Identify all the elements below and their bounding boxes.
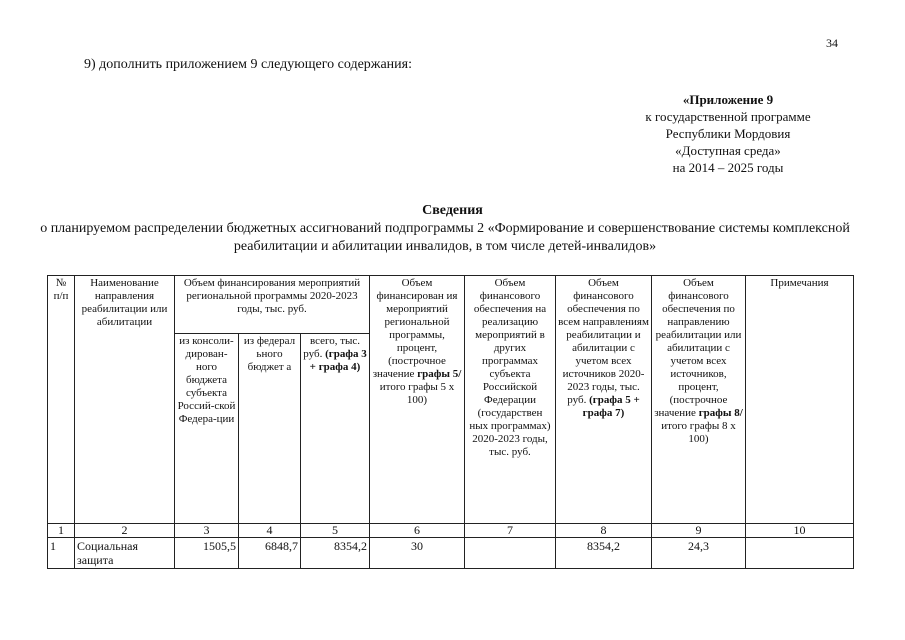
appendix-line-1: к государственной программе: [645, 109, 811, 124]
column-number: 3: [175, 524, 239, 538]
intro-line: 9) дополнить приложением 9 следующего содержания:: [84, 57, 412, 72]
header-col-6: [370, 276, 465, 524]
column-number-row: [48, 524, 854, 538]
column-number: 1: [48, 524, 75, 538]
header-col-5-bold: (графа 3 + графа 4): [309, 348, 367, 373]
header-col-10: Примечания: [746, 276, 854, 524]
header-col-9-bold: графы 8/: [698, 407, 743, 419]
row-col-10-cell: [746, 538, 854, 569]
row-col-4-cell: 6848,7: [239, 538, 301, 569]
appendix-line-3: «Доступная среда»: [675, 143, 781, 158]
appendix-line-4: на 2014 – 2025 годы: [672, 160, 784, 175]
document-heading: Сведения: [422, 203, 483, 218]
budget-table: [47, 275, 854, 569]
row-col-7-cell: [465, 538, 556, 569]
header-col-6-text: Объем финансирован ия мероприятий региональной программы, процент, (построчное значение: [372, 277, 458, 380]
column-number: 6: [370, 524, 465, 538]
row-col-3-cell: 1505,5: [175, 538, 239, 569]
column-number: 2: [75, 524, 175, 538]
table-row: [48, 538, 854, 569]
header-col-7: Объем финансового обеспечения на реализацию мероприятий в других программах субъекта Российской Федерации (государствен ных программах) 2020-2023 годы, тыс. руб.: [465, 276, 556, 524]
header-col-1: № п/п: [48, 276, 75, 524]
appendix-block: [612, 91, 844, 176]
row-col-8-cell: 8354,2: [556, 538, 652, 569]
appendix-title: «Приложение 9: [682, 92, 774, 107]
header-col-4: из федерал ьного бюджет а: [239, 334, 301, 524]
header-col-8-text: Объем финансового обеспечения по всем направлениям реабилитации и абилитации с учетом всех источников 2020-2023 годы, тыс. руб.: [558, 277, 649, 406]
column-number: 5: [301, 524, 370, 538]
header-row-1: [48, 276, 854, 334]
row-num-cell: 1: [48, 538, 75, 569]
row-col-9-cell: 24,3: [652, 538, 746, 569]
document-subheading: о планируемом распределении бюджетных ассигнований подпрограммы 2 «Формирование и совершенствование системы комплексной реабилитации и абилитации инвалидов, в том числе детей-инвалидов»: [40, 221, 850, 254]
header-col-6-bold: графы 5/: [417, 368, 462, 380]
header-col-2: Наименование направления реабилитации или абилитации: [75, 276, 175, 524]
header-col-9-tail: итого графы 8 х 100): [661, 420, 736, 445]
row-name-cell: Социальная защита: [75, 538, 175, 569]
appendix-line-2: Республики Мордовия: [665, 126, 791, 141]
header-col-8: [556, 276, 652, 524]
column-number: 10: [746, 524, 854, 538]
header-col-3: из консоли-дирован-ного бюджета субъекта Россий-ской Федера-ции: [175, 334, 239, 524]
header-col-5: [301, 334, 370, 524]
column-number: 9: [652, 524, 746, 538]
header-col-9: [652, 276, 746, 524]
header-col-3-5-group: Объем финансирования мероприятий региональной программы 2020-2023 годы, тыс. руб.: [175, 276, 370, 334]
header-col-5-text: всего, тыс. руб.: [303, 335, 361, 360]
row-col-6-cell: 30: [370, 538, 465, 569]
column-number: 8: [556, 524, 652, 538]
row-col-5-cell: 8354,2: [301, 538, 370, 569]
header-col-6-tail: итого графы 5 х 100): [379, 381, 455, 406]
page-number: 34: [826, 36, 838, 50]
header-col-9-text: Объем финансового обеспечения по направлению реабилитации или абилитации с учетом всех источников, процент, (построчное значение: [654, 277, 742, 419]
column-number: 4: [239, 524, 301, 538]
column-number: 7: [465, 524, 556, 538]
header-col-8-bold: (графа 5 + графа 7): [582, 394, 640, 419]
